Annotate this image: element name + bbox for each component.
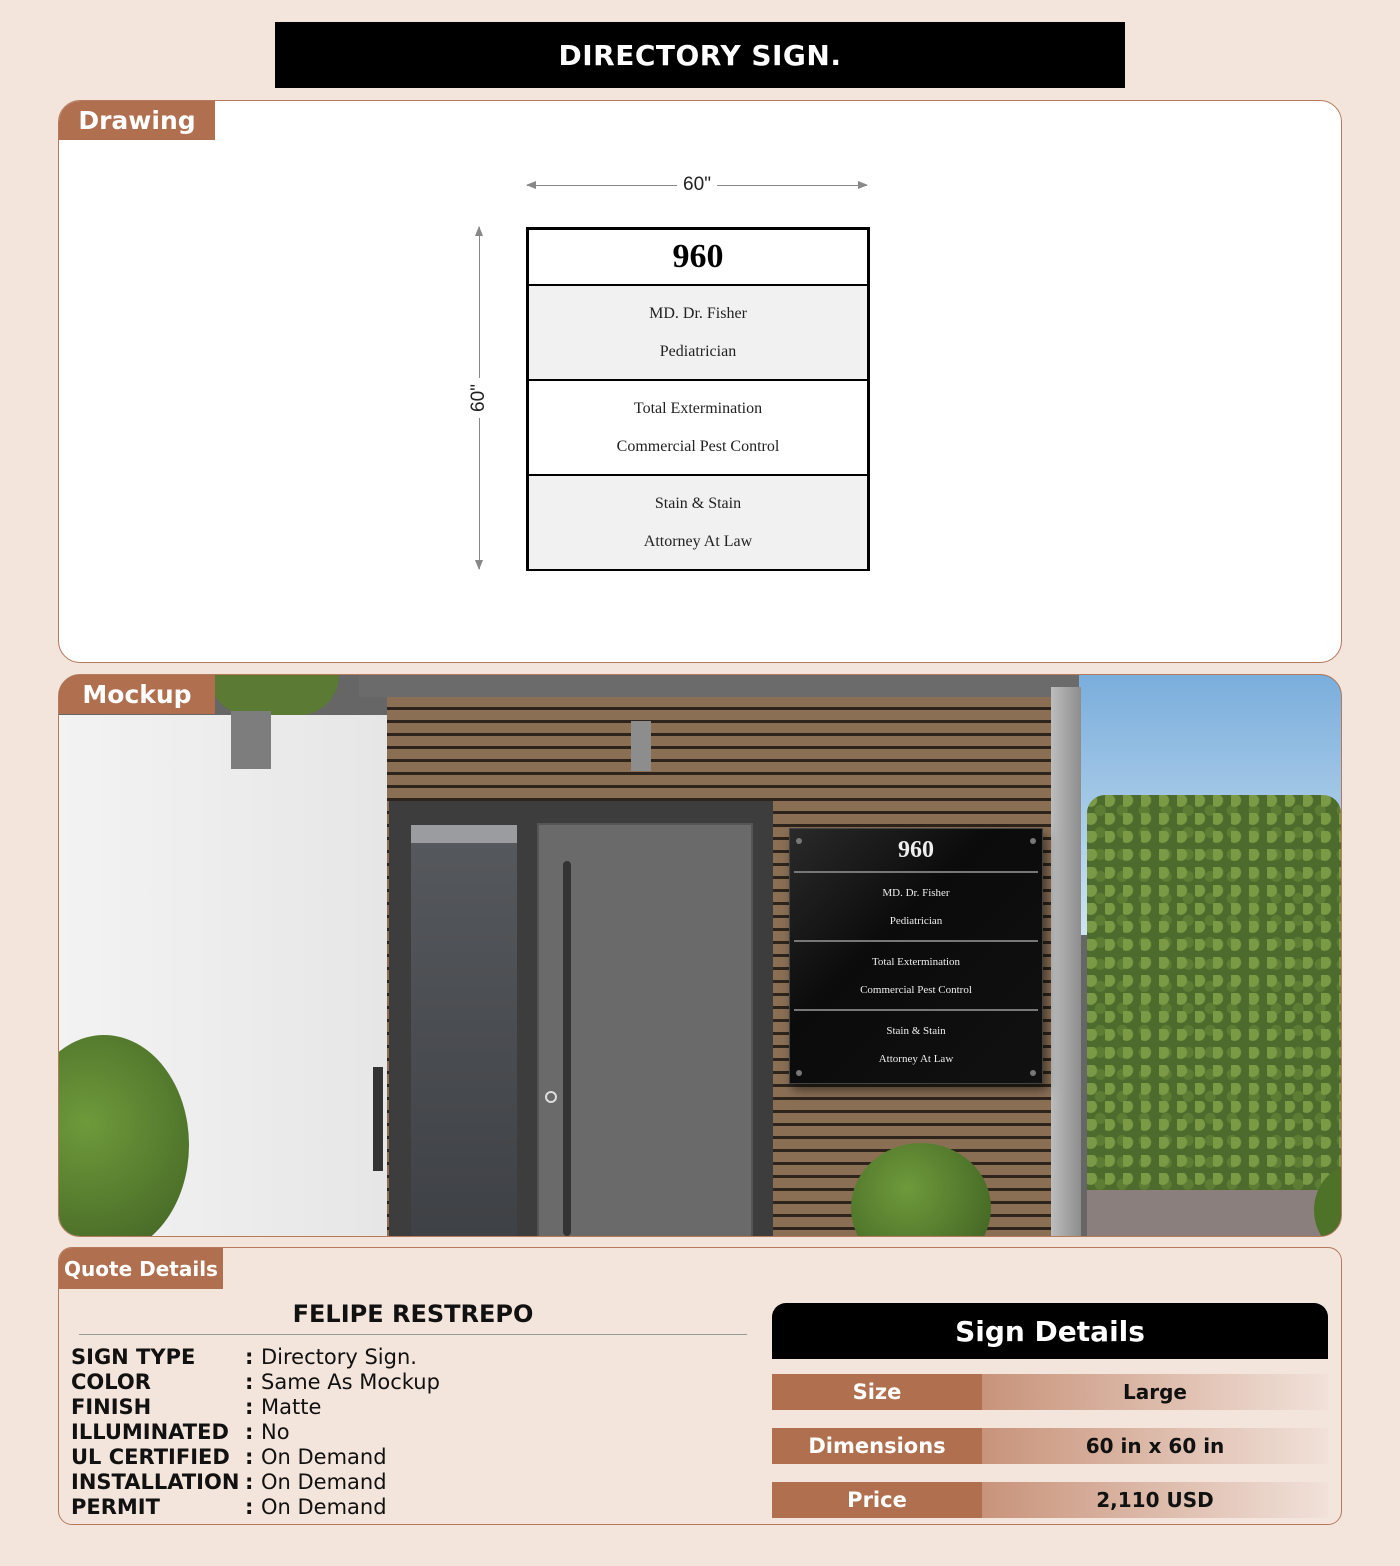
section-line2: Attorney At Law: [643, 532, 753, 550]
section-line2: Attorney At Law: [878, 1052, 954, 1065]
spec-key: ILLUMINATED: [71, 1419, 229, 1444]
spec-row: SIGN TYPE : Directory Sign.: [71, 1344, 417, 1369]
section-line2: Pediatrician: [889, 914, 943, 927]
quote-panel: [58, 1247, 1342, 1525]
sign-section: [529, 286, 867, 381]
detail-row-price: [772, 1482, 1328, 1518]
detail-value: 60 in x 60 in: [982, 1428, 1328, 1464]
section-line1: Total Extermination: [633, 399, 763, 417]
spec-value: Same As Mockup: [261, 1369, 440, 1394]
section-line1: MD. Dr. Fisher: [649, 304, 747, 322]
sign-section: [529, 381, 867, 476]
section-line2: Commercial Pest Control: [860, 983, 972, 996]
arrow-left-icon: [526, 181, 536, 189]
hedge: [1087, 795, 1341, 1195]
spec-value: On Demand: [261, 1469, 387, 1494]
sign-details-header: Sign Details: [772, 1303, 1328, 1359]
spec-row: COLOR : Same As Mockup: [71, 1369, 440, 1394]
sign-mockup: [789, 828, 1043, 1084]
mockup-photo: [59, 675, 1341, 1236]
screw-icon: [796, 838, 802, 844]
detail-key: Size: [772, 1374, 982, 1410]
section-line1: Stain & Stain: [654, 494, 742, 512]
sign-drawing: [526, 227, 870, 571]
detail-value: 2,110 USD: [982, 1482, 1328, 1518]
spec-key: UL CERTIFIED: [71, 1444, 230, 1469]
section-line1: Total Extermination: [871, 955, 961, 968]
spec-value: On Demand: [261, 1444, 387, 1469]
spec-row: UL CERTIFIED : On Demand: [71, 1444, 387, 1469]
spec-value: Matte: [261, 1394, 322, 1419]
screw-icon: [1030, 838, 1036, 844]
detail-key: Dimensions: [772, 1428, 982, 1464]
mockup-tab: Mockup: [59, 675, 215, 714]
door-side-glass: [411, 825, 517, 1236]
sign-number: 960: [794, 829, 1038, 873]
client-name: FELIPE RESTREPO: [79, 1300, 747, 1335]
spec-value: On Demand: [261, 1494, 387, 1519]
arrow-up-icon: [475, 226, 483, 236]
sign-section: [794, 942, 1038, 1011]
detail-value: Large: [982, 1374, 1328, 1410]
screw-icon: [796, 1070, 802, 1076]
mockup-panel: [58, 674, 1342, 1237]
spec-key: COLOR: [71, 1369, 151, 1394]
sign-section: [529, 476, 867, 569]
drawing-panel: [58, 100, 1342, 663]
section-line2: Pediatrician: [659, 342, 737, 360]
arrow-down-icon: [475, 560, 483, 570]
sign-section: [794, 1011, 1038, 1078]
spec-value: No: [261, 1419, 290, 1444]
spec-row: PERMIT : On Demand: [71, 1494, 387, 1519]
section-line2: Commercial Pest Control: [616, 437, 780, 455]
quote-tab: Quote Details: [59, 1248, 223, 1289]
door-handle-icon: [563, 861, 571, 1236]
spec-key: FINISH: [71, 1394, 152, 1419]
detail-row-dimensions: [772, 1428, 1328, 1464]
width-dimension: [527, 174, 867, 195]
section-line1: Stain & Stain: [886, 1024, 946, 1037]
wall-lamp-icon: [631, 721, 651, 771]
spec-row: ILLUMINATED : No: [71, 1419, 290, 1444]
height-label: 60": [468, 378, 490, 418]
screw-icon: [1030, 1070, 1036, 1076]
height-dimension: [468, 227, 489, 569]
spec-row: INSTALLATION : On Demand: [71, 1469, 387, 1494]
spec-key: SIGN TYPE: [71, 1344, 196, 1369]
sign-number: 960: [529, 230, 867, 286]
wall-lamp-icon: [231, 711, 271, 769]
drawing-tab: Drawing: [59, 101, 215, 140]
spec-row: FINISH : Matte: [71, 1394, 322, 1419]
page-title: DIRECTORY SIGN.: [275, 22, 1125, 88]
arrow-right-icon: [858, 181, 868, 189]
spec-list: [71, 1344, 440, 1519]
door-lock-icon: [545, 1091, 557, 1103]
sign-section: [794, 873, 1038, 942]
spec-value: Directory Sign.: [261, 1344, 417, 1369]
spec-key: PERMIT: [71, 1494, 160, 1519]
spec-key: INSTALLATION: [71, 1469, 240, 1494]
section-line1: MD. Dr. Fisher: [882, 886, 950, 899]
detail-key: Price: [772, 1482, 982, 1518]
width-label: 60": [677, 174, 717, 196]
detail-row-size: [772, 1374, 1328, 1410]
